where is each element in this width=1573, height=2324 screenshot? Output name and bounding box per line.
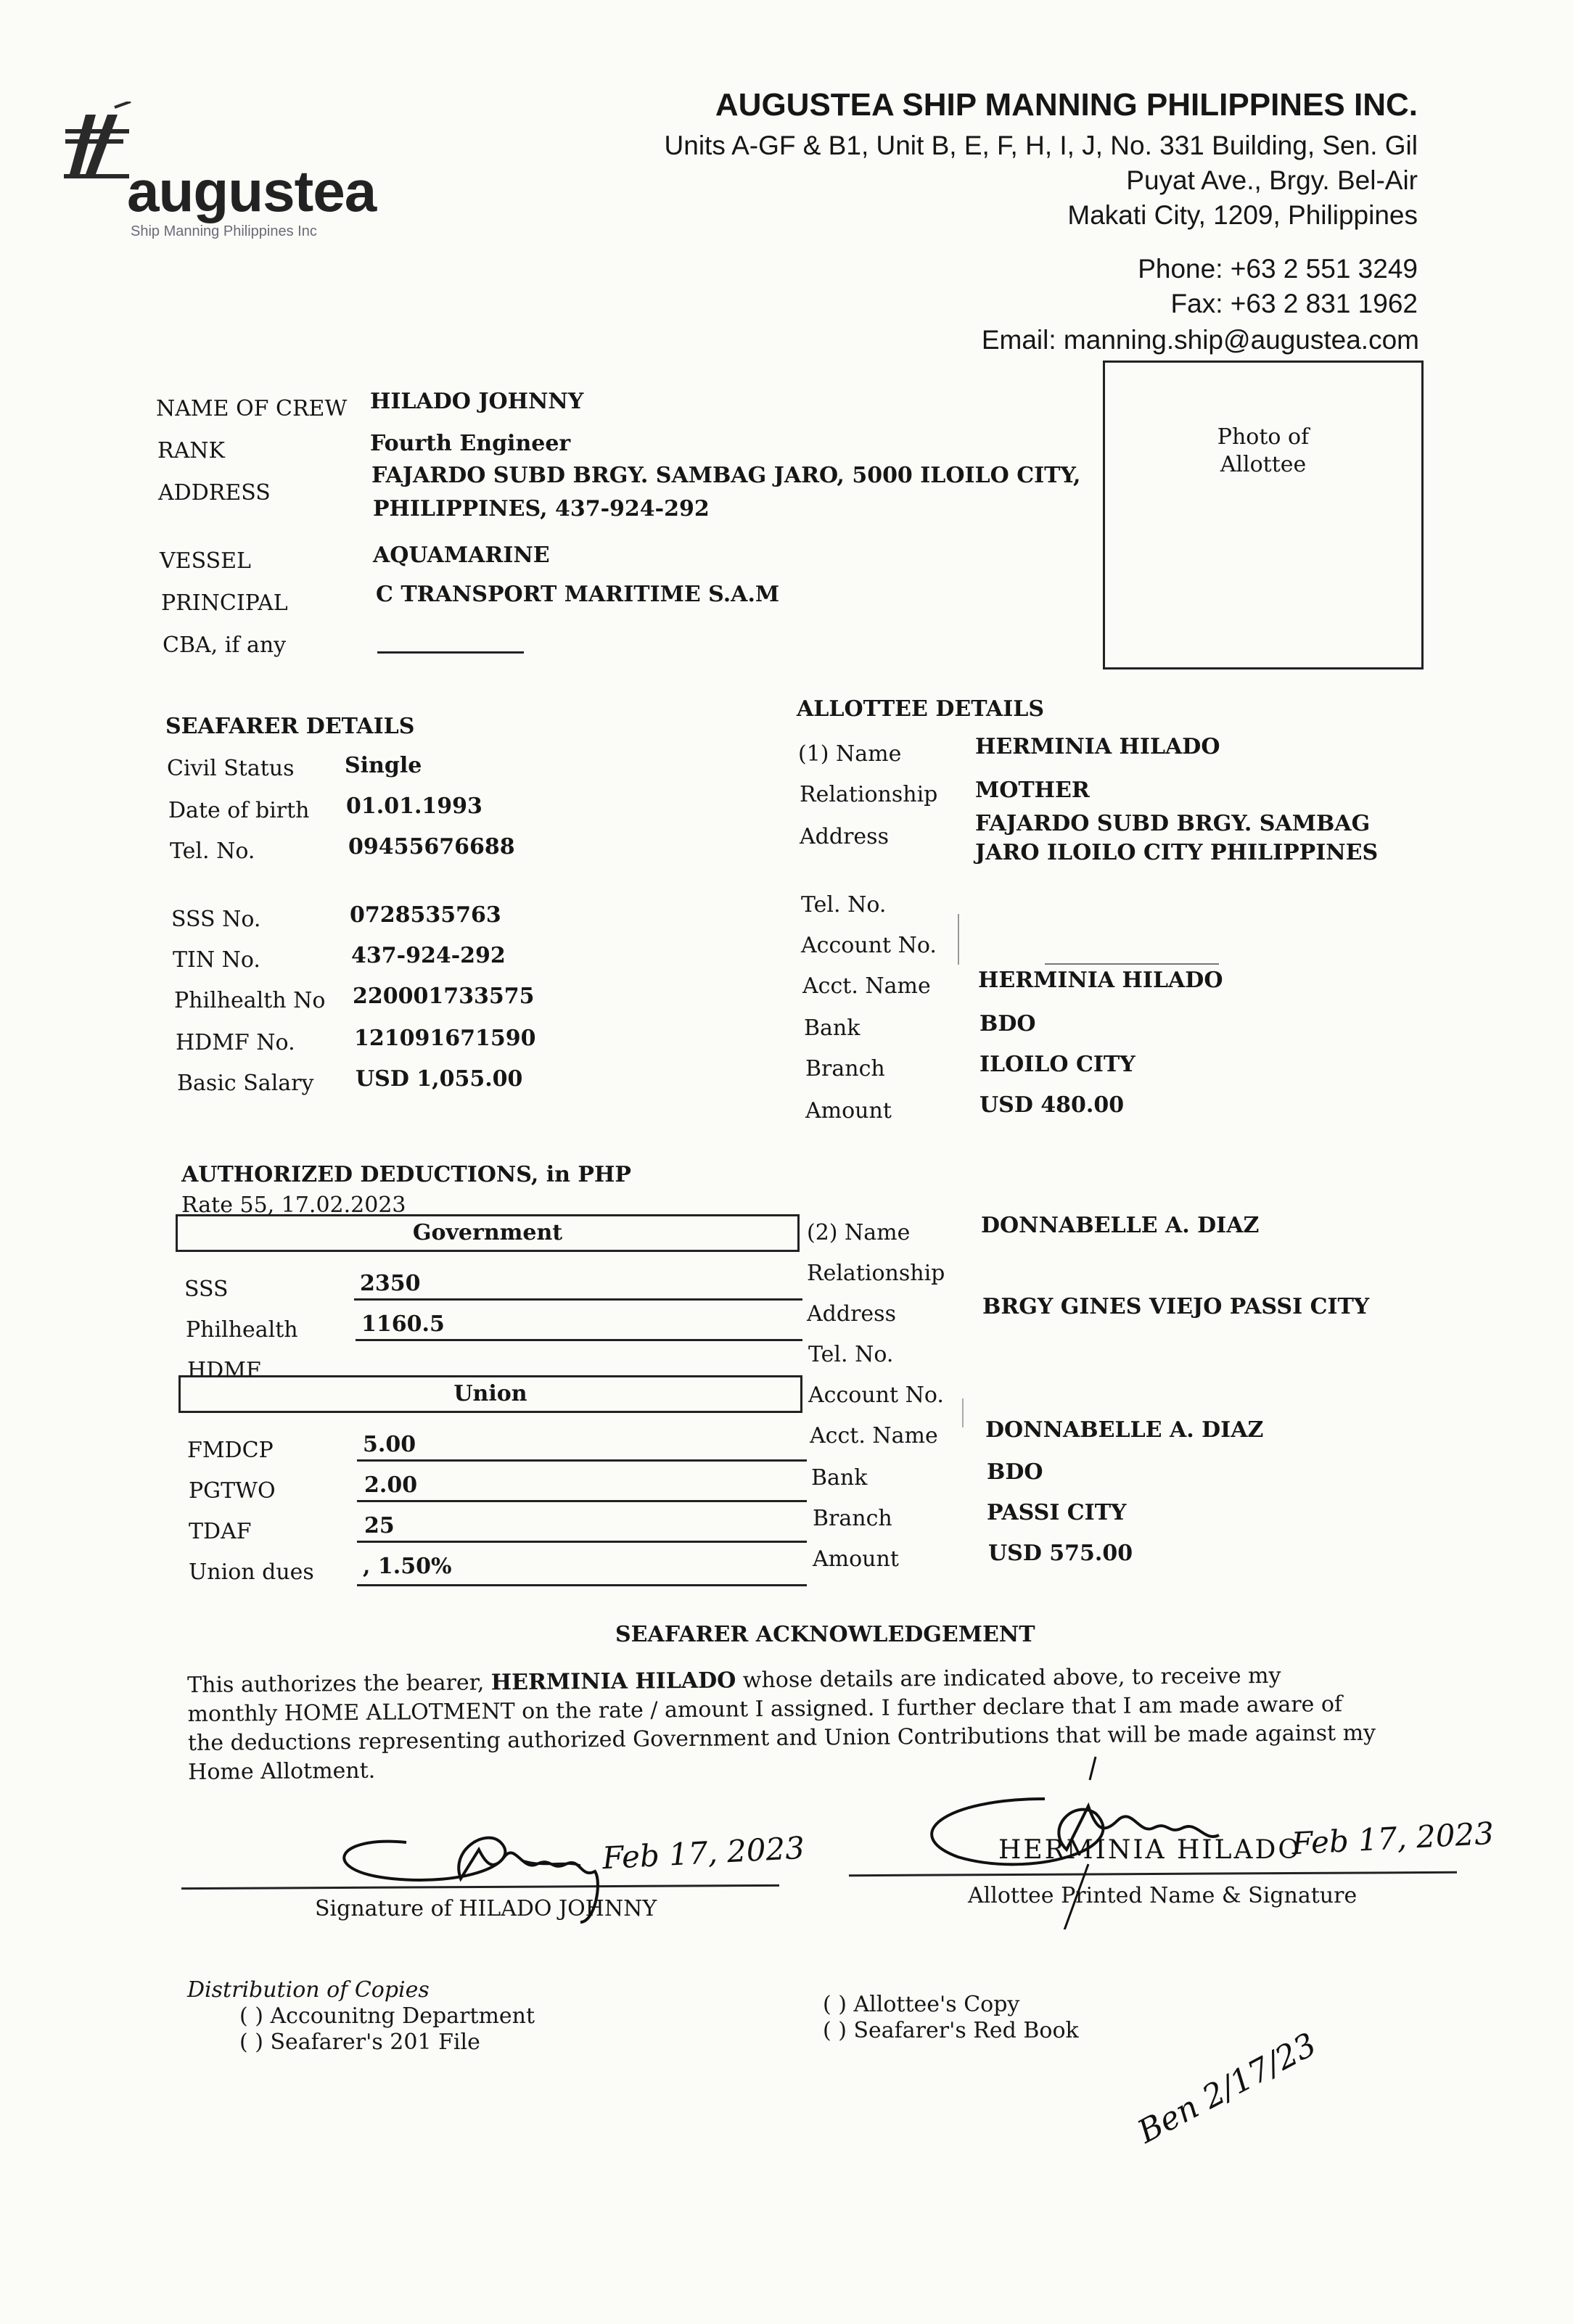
union-header: Union [178, 1375, 802, 1413]
allottee2-acct-no-blank [962, 1398, 964, 1427]
photo-of-allottee-box [1103, 360, 1424, 669]
company-fax: Fax: +63 2 831 1962 [1170, 289, 1418, 318]
distribution-title: Distribution of Copies [187, 1977, 430, 2003]
allottee-signature-icon [856, 1755, 1291, 1929]
crew-principal-label: PRINCIPAL [161, 590, 288, 616]
government-header: Government [176, 1214, 800, 1252]
seafarer-civil-status: Single [345, 753, 422, 778]
crew-address-line1: FAJARDO SUBD BRGY. SAMBAG JARO, 5000 ILOILO CITY, [371, 463, 1081, 488]
distribution-item: ( ) Accounitng Department [239, 2003, 535, 2029]
deduction-union-dues: , 1.50% [363, 1554, 452, 1579]
deduction-pgtwo: 2.00 [364, 1472, 418, 1498]
seafarer-label: HDMF No. [176, 1030, 295, 1055]
allottee1-amount-label: Amount [805, 1098, 892, 1124]
allottee-details-title: ALLOTTEE DETAILS [797, 696, 1044, 722]
distribution-item: ( ) Seafarer's 201 File [239, 2030, 480, 2055]
allottee1-relationship: MOTHER [975, 778, 1090, 803]
allottee1-bank: BDO [979, 1011, 1036, 1037]
allottee1-name: HERMINIA HILADO [975, 734, 1220, 759]
allottee2-acct-no-label: Account No. [808, 1383, 944, 1408]
seafarer-label: TIN No. [173, 947, 260, 973]
crew-vessel-label: VESSEL [160, 548, 251, 574]
crew-rank-label: RANK [157, 438, 225, 463]
seafarer-sss: 0728535763 [350, 902, 501, 928]
company-address-line3: Makati City, 1209, Philippines [1067, 200, 1418, 230]
seafarer-philhealth: 220001733575 [353, 984, 535, 1009]
deduction-philhealth-label: Philhealth [186, 1317, 298, 1343]
seafarer-signature-date: Feb 17, 2023 [601, 1829, 806, 1876]
allottee-signature-date: Feb 17, 2023 [1290, 1815, 1495, 1862]
logo-subtext: Ship Manning Philippines Inc [131, 223, 317, 239]
crew-address-line2: PHILIPPINES, 437-924-292 [373, 496, 710, 522]
allottee1-name-label: (1) Name [798, 741, 902, 767]
deduction-union-dues-line [357, 1584, 807, 1586]
company-phone: Phone: +63 2 551 3249 [1138, 254, 1418, 284]
allottee1-acct-name: HERMINIA HILADO [978, 968, 1223, 993]
deduction-tdaf-line [357, 1541, 807, 1543]
deduction-fmdcp: 5.00 [363, 1432, 416, 1457]
deduction-sss-label: SSS [184, 1277, 229, 1302]
seafarer-label: Philhealth No [174, 988, 326, 1013]
allottee2-tel-label: Tel. No. [808, 1342, 894, 1367]
crew-name: HILADO JOHNNY [370, 389, 584, 414]
photo-box-label: Photo of Allottee [1217, 424, 1310, 477]
allottee1-bank-label: Bank [804, 1015, 861, 1041]
crew-name-label: NAME OF CREW [156, 396, 348, 421]
distribution-item: ( ) Allottee's Copy [823, 1992, 1020, 2017]
seafarer-label: Basic Salary [177, 1071, 314, 1096]
seafarer-label: Tel. No. [170, 838, 255, 864]
allottee1-addr-label: Address [800, 824, 889, 849]
deductions-title: AUTHORIZED DEDUCTIONS, in PHP [181, 1162, 631, 1187]
allottee2-acct-name-label: Acct. Name [810, 1423, 938, 1449]
seafarer-signature-caption: Signature of HILADO JOHNNY [315, 1896, 657, 1921]
deduction-tdaf-label: TDAF [189, 1519, 252, 1544]
allottee1-address-line1: FAJARDO SUBD BRGY. SAMBAG [975, 811, 1371, 836]
allottee-signature-caption: Allottee Printed Name & Signature [968, 1883, 1358, 1908]
handwritten-annotation: Ben 2/17/23 [1132, 2026, 1323, 2151]
allottee1-acct-name-rule [1045, 963, 1219, 965]
allottee1-address-line2: JARO ILOILO CITY PHILIPPINES [975, 840, 1379, 865]
allottee1-branch: ILOILO CITY [979, 1052, 1135, 1077]
allottee-printed-name: HERMINIA HILADO [998, 1835, 1302, 1865]
seafarer-hdmf: 121091671590 [354, 1026, 536, 1051]
allottee1-acct-no-label: Account No. [801, 933, 937, 958]
seafarer-label: SSS No. [171, 907, 261, 932]
crew-cba-label: CBA, if any [163, 632, 287, 658]
allottee1-rel-label: Relationship [800, 782, 938, 807]
company-name: AUGUSTEA SHIP MANNING PHILIPPINES INC. [715, 87, 1418, 123]
company-address-line1: Units A-GF & B1, Unit B, E, F, H, I, J, No. 331 Building, Sen. Gil [664, 131, 1418, 160]
company-email: Email: manning.ship@augustea.com [981, 325, 1419, 355]
allottee2-bank-label: Bank [811, 1465, 868, 1491]
ack-bearer-name: HERMINIA HILADO [490, 1668, 736, 1696]
allottee2-acct-name: DONNABELLE A. DIAZ [985, 1417, 1264, 1443]
ack-text-post: whose details are indicated above, to receive my monthly HOME ALLOTMENT on the rate / amount I assigned. I further declare that I am made aware of the deductions representing authorized Government and Union Contributions that will be made against my Home Allotment. [187, 1662, 1376, 1785]
crew-rank: Fourth Engineer [370, 431, 571, 456]
crew-address-label: ADDRESS [158, 480, 271, 506]
seafarer-tin: 437-924-292 [351, 943, 506, 968]
ack-text-pre: This authorizes the bearer, [187, 1670, 491, 1698]
crew-cba-blank [377, 651, 524, 654]
logo-wordmark: augustea [127, 159, 377, 223]
deduction-hdmf-label: HDMF [187, 1358, 261, 1383]
deduction-philhealth-line [356, 1339, 802, 1341]
crew-principal: C TRANSPORT MARITIME S.A.M [376, 582, 780, 607]
acknowledgement-title: SEAFARER ACKNOWLEDGEMENT [615, 1622, 1035, 1647]
allottee2-name-label: (2) Name [807, 1220, 911, 1245]
allottee1-amount: USD 480.00 [979, 1092, 1125, 1118]
deduction-tdaf: 25 [364, 1513, 395, 1538]
allottee2-branch: PASSI CITY [987, 1500, 1127, 1525]
allottee2-name: DONNABELLE A. DIAZ [981, 1213, 1260, 1238]
allottee2-addr-label: Address [807, 1301, 896, 1327]
deduction-pgtwo-label: PGTWO [189, 1478, 276, 1504]
allottee1-branch-label: Branch [805, 1056, 885, 1081]
seafarer-tel: 09455676688 [348, 834, 515, 860]
deduction-fmdcp-line [357, 1459, 807, 1462]
allottee2-bank: BDO [987, 1459, 1043, 1485]
allottee2-amount: USD 575.00 [988, 1541, 1133, 1566]
allottee2-rel-label: Relationship [807, 1261, 945, 1286]
deduction-sss: 2350 [360, 1271, 421, 1296]
deduction-fmdcp-label: FMDCP [187, 1438, 274, 1463]
seafarer-details-title: SEAFARER DETAILS [165, 714, 415, 739]
deduction-sss-line [354, 1298, 802, 1301]
seafarer-label: Civil Status [167, 756, 295, 781]
seafarer-basic-salary: USD 1,055.00 [356, 1066, 523, 1092]
seafarer-date-of-birth: 01.01.1993 [346, 794, 482, 819]
deductions-rate: Rate 55, 17.02.2023 [181, 1192, 406, 1218]
allottee1-tel-label: Tel. No. [801, 892, 887, 918]
allottee2-branch-label: Branch [813, 1506, 892, 1531]
allottee2-address: BRGY GINES VIEJO PASSI CITY [982, 1294, 1370, 1319]
deduction-philhealth: 1160.5 [361, 1311, 445, 1337]
logo-mark-icon [64, 102, 136, 189]
seafarer-label: Date of birth [168, 798, 310, 823]
allottee1-acct-name-label: Acct. Name [802, 973, 931, 999]
allottee2-amount-label: Amount [813, 1546, 899, 1572]
deduction-union-dues-label: Union dues [189, 1559, 314, 1585]
deduction-pgtwo-line [357, 1500, 807, 1502]
allottee1-acct-no-blank [958, 914, 959, 965]
distribution-item: ( ) Seafarer's Red Book [823, 2018, 1079, 2043]
company-address-line2: Puyat Ave., Brgy. Bel-Air [1126, 165, 1418, 195]
crew-vessel: AQUAMARINE [373, 543, 550, 568]
